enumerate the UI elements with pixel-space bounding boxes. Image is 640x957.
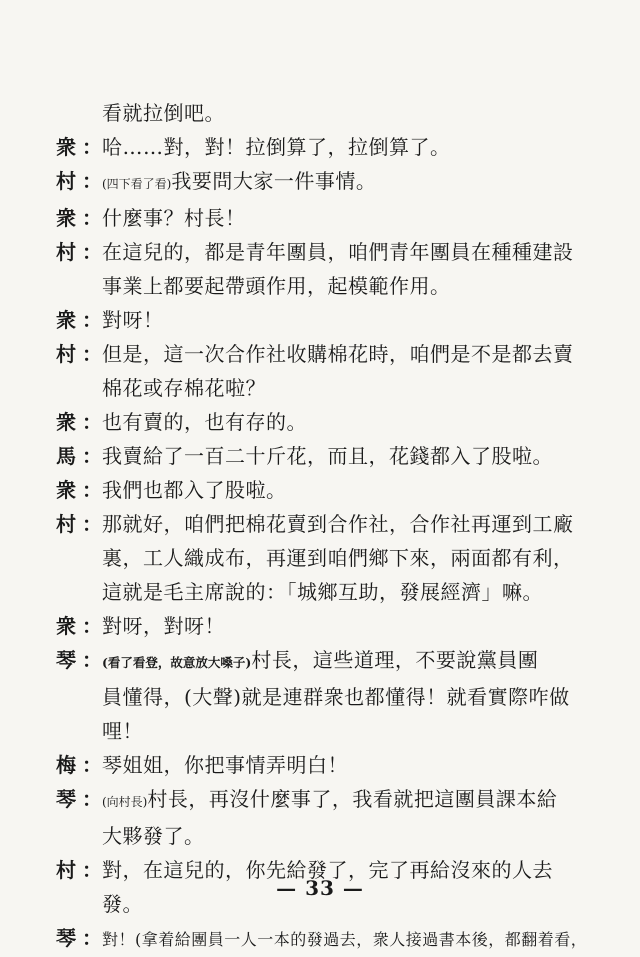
dialogue-continuation — [56, 819, 596, 853]
speaker-colon: ： — [82, 926, 103, 950]
dialogue-text: 對呀，對呀！ — [102, 614, 225, 638]
speaker-colon: ： — [82, 342, 103, 366]
dialogue-continuation — [56, 680, 596, 714]
speaker-colon: ： — [82, 858, 103, 882]
speaker-label: 村 — [56, 512, 77, 536]
dialogue-body — [102, 439, 596, 473]
dialogue-body — [102, 405, 596, 439]
speaker-label: 村 — [56, 240, 77, 264]
speaker-colon: ： — [82, 478, 103, 502]
dialogue-text: 哩！ — [102, 719, 143, 743]
dialogue-text: 我賣給了一百二十斤花，而且，花錢都入了股啦。 — [102, 444, 553, 468]
dialogue-line — [56, 643, 596, 680]
dialogue-body — [102, 643, 596, 680]
dialogue-body — [102, 921, 596, 957]
stage-direction: (四下看了看) — [102, 177, 172, 191]
dialogue-body — [56, 575, 596, 609]
dialogue-text: 在這兒的，都是青年團員，咱們青年團員在種種建設 — [102, 240, 574, 264]
speaker-label: 村 — [56, 169, 77, 193]
dialogue-body — [56, 96, 596, 130]
dialogue-text: 村長，這些道理，不要說黨員團 — [251, 648, 539, 672]
dialogue-text: 棉花或存棉花啦？ — [102, 376, 266, 400]
speaker-label: 衆 — [56, 206, 77, 230]
dialogue-body — [102, 609, 596, 643]
speaker-label: 村 — [56, 342, 77, 366]
dialogue-text: 對，在這兒的，你先給發了，完了再給沒來的人去 — [102, 858, 553, 882]
speaker-colon: ： — [82, 410, 103, 434]
dialogue-body — [102, 235, 596, 269]
script-dialogue — [56, 96, 596, 957]
dialogue-body — [102, 782, 596, 819]
dialogue-line — [56, 130, 596, 164]
speaker-colon: ： — [82, 169, 103, 193]
dialogue-text: 這就是毛主席說的：「城鄉互助，發展經濟」嘛。 — [102, 580, 543, 604]
speaker-colon: ： — [82, 512, 103, 536]
dialogue-text: 琴姐姐，你把事情弄明白！ — [102, 753, 348, 777]
dialogue-text: 村長，再沒什麼事了，我看就把這團員課本給 — [147, 787, 558, 811]
dialogue-body — [56, 714, 596, 748]
dialogue-line — [56, 337, 596, 371]
speaker-label: 琴 — [56, 926, 77, 950]
dialogue-text: 什麼事？村長！ — [102, 206, 246, 230]
dialogue-body — [56, 541, 596, 575]
speaker-label: 梅 — [56, 753, 77, 777]
speaker-colon: ： — [82, 444, 103, 468]
dialogue-text: 大夥發了。 — [102, 824, 205, 848]
dialogue-line — [56, 201, 596, 235]
dialogue-continuation — [56, 371, 596, 405]
dialogue-continuation — [56, 269, 596, 303]
speaker-label: 村 — [56, 858, 77, 882]
dialogue-text: 對呀！ — [102, 308, 164, 332]
speaker-colon: ： — [82, 787, 103, 811]
dialogue-line — [56, 303, 596, 337]
dialogue-line — [56, 507, 596, 541]
dialogue-body — [102, 473, 596, 507]
speaker-label: 琴 — [56, 648, 77, 672]
page-number: — 33 — — [276, 876, 364, 900]
dialogue-text: 也有賣的，也有存的。 — [102, 410, 307, 434]
dialogue-text: 但是，這一次合作社收購棉花時，咱們是不是都去賣 — [102, 342, 574, 366]
dialogue-body — [102, 201, 596, 235]
speaker-colon: ： — [82, 753, 103, 777]
speaker-label: 衆 — [56, 614, 77, 638]
speaker-colon: ： — [82, 135, 103, 159]
dialogue-line — [56, 782, 596, 819]
speaker-colon: ： — [82, 648, 103, 672]
dialogue-line — [56, 405, 596, 439]
dialogue-text: 那就好，咱們把棉花賣到合作社，合作社再運到工廠 — [102, 512, 574, 536]
dialogue-body — [102, 303, 596, 337]
dialogue-body — [102, 337, 596, 371]
dialogue-body — [102, 164, 596, 201]
dialogue-line — [56, 921, 596, 957]
dialogue-body — [102, 130, 596, 164]
dialogue-text: 對！(拿着給團員一人一本的發過去，衆人接過書本後，都翻着看， — [102, 930, 588, 949]
dialogue-text: 事業上都要起帶頭作用，起模範作用。 — [102, 274, 451, 298]
dialogue-body — [102, 507, 596, 541]
dialogue-text: 員懂得，(大聲)就是連群衆也都懂得！就看實際咋做 — [102, 685, 570, 709]
dialogue-text: 發。 — [102, 892, 143, 916]
stage-direction: (向村長) — [102, 795, 148, 809]
dialogue-line — [56, 473, 596, 507]
dialogue-text: 我要問大家一件事情。 — [171, 169, 377, 193]
dialogue-line — [56, 235, 596, 269]
dialogue-continuation — [56, 96, 596, 130]
dialogue-line — [56, 609, 596, 643]
dialogue-body — [56, 680, 596, 714]
dialogue-continuation — [56, 541, 596, 575]
dialogue-body — [56, 819, 596, 853]
speaker-label: 衆 — [56, 478, 77, 502]
speaker-label: 衆 — [56, 135, 77, 159]
speaker-colon: ： — [82, 308, 103, 332]
dialogue-line — [56, 164, 596, 201]
speaker-label: 衆 — [56, 410, 77, 434]
dialogue-continuation — [56, 714, 596, 748]
dialogue-text: 裏，工人織成布，再運到咱們鄉下來，兩面都有利， — [102, 546, 574, 570]
speaker-colon: ： — [82, 614, 103, 638]
dialogue-continuation — [56, 575, 596, 609]
speaker-colon: ： — [82, 206, 103, 230]
dialogue-line — [56, 748, 596, 782]
dialogue-line — [56, 439, 596, 473]
dialogue-text: 哈……對，對！拉倒算了，拉倒算了。 — [102, 135, 451, 159]
speaker-colon: ： — [82, 240, 103, 264]
dialogue-text: 看就拉倒吧。 — [102, 101, 225, 125]
speaker-label: 馬 — [56, 444, 77, 468]
dialogue-body — [56, 269, 596, 303]
dialogue-text: 我們也都入了股啦。 — [102, 478, 287, 502]
speaker-label: 琴 — [56, 787, 77, 811]
stage-direction: (看了看登，故意放大嗓子) — [102, 655, 252, 670]
dialogue-body — [56, 371, 596, 405]
speaker-label: 衆 — [56, 308, 77, 332]
dialogue-body — [102, 748, 596, 782]
